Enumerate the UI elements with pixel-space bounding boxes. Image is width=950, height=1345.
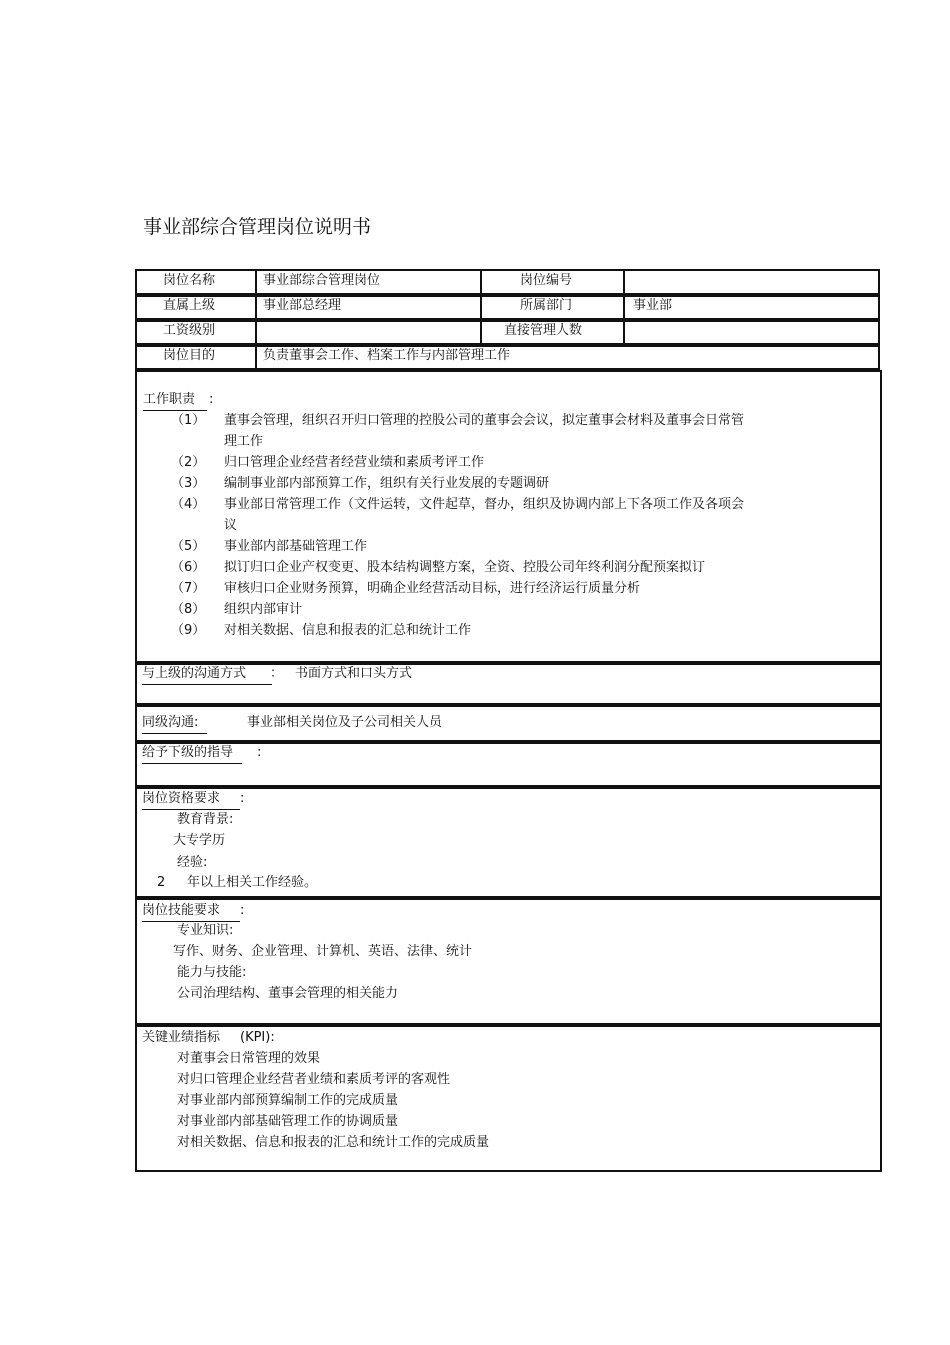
duty-text: 编制事业部内部预算工作，组织有关行业发展的专题调研 bbox=[224, 476, 550, 491]
document-title: 事业部综合管理岗位说明书 bbox=[143, 216, 372, 238]
experience-years: 2 bbox=[157, 875, 166, 890]
value-position-name: 事业部综合管理岗位 bbox=[263, 273, 381, 288]
duty-number: （8） bbox=[171, 602, 206, 617]
skill-colon: : bbox=[240, 903, 245, 918]
label-direct-reports: 直接管理人数 bbox=[504, 323, 583, 338]
duty-text: 组织内部审计 bbox=[224, 602, 303, 617]
qual-colon: : bbox=[240, 791, 245, 806]
kpi-item: 对事业部内部预算编制工作的完成质量 bbox=[177, 1093, 399, 1108]
duty-text: 归口管理企业经营者经营业绩和素质考评工作 bbox=[224, 455, 485, 470]
section-kpi bbox=[135, 1025, 882, 1172]
duty-text: 董事会管理，组织召开归口管理的控股公司的董事会会议，拟定董事会材料及董事会日常管 bbox=[224, 413, 745, 428]
experience-value: 年以上相关工作经验。 bbox=[187, 875, 318, 890]
peer-value: 事业部相关岗位及子公司相关人员 bbox=[247, 715, 443, 730]
upward-label: 与上级的沟通方式 bbox=[142, 666, 247, 681]
value-superior: 事业部总经理 bbox=[263, 298, 342, 313]
kpi-item: 对归口管理企业经营者业绩和素质考评的客观性 bbox=[177, 1072, 451, 1087]
row-purpose bbox=[135, 345, 880, 370]
duty-text-continued: 理工作 bbox=[224, 434, 264, 449]
skill-label: 岗位技能要求 bbox=[142, 903, 221, 918]
section-qualifications bbox=[135, 787, 882, 898]
section-upward-communication bbox=[135, 663, 882, 705]
ability-value: 公司治理结构、董事会管理的相关能力 bbox=[177, 986, 399, 1001]
kpi-suffix: (KPI): bbox=[240, 1030, 275, 1045]
ability-label: 能力与技能: bbox=[177, 965, 247, 980]
label-position-code: 岗位编号 bbox=[520, 273, 573, 288]
education-label: 教育背景: bbox=[177, 812, 234, 827]
duty-number: （9） bbox=[171, 623, 206, 638]
duty-text: 审核归口企业财务预算，明确企业经营活动目标，进行经济运行质量分析 bbox=[224, 581, 641, 596]
duty-number: （7） bbox=[171, 581, 206, 596]
label-department: 所属部门 bbox=[520, 298, 573, 313]
guide-colon: : bbox=[257, 745, 262, 760]
knowledge-label: 专业知识: bbox=[177, 923, 234, 938]
duty-number: （1） bbox=[171, 413, 206, 428]
kpi-item: 对相关数据、信息和报表的汇总和统计工作的完成质量 bbox=[177, 1135, 490, 1150]
section-peer-communication bbox=[135, 705, 882, 742]
duty-number: （4） bbox=[171, 497, 206, 512]
duty-text: 拟订归口企业产权变更、股本结构调整方案，全资、控股公司年终利润分配预案拟订 bbox=[224, 560, 706, 575]
duty-number: （3） bbox=[171, 476, 206, 491]
kpi-item: 对董事会日常管理的效果 bbox=[177, 1051, 321, 1066]
duty-text: 事业部日常管理工作（文件运转，文件起草，督办，组织及协调内部上下各项工作及各项会 bbox=[224, 497, 745, 512]
duty-text: 事业部内部基础管理工作 bbox=[224, 539, 368, 554]
experience-label: 经验: bbox=[177, 855, 208, 870]
label-superior: 直属上级 bbox=[163, 298, 216, 313]
duty-number: （2） bbox=[171, 455, 206, 470]
duty-number: （6） bbox=[171, 560, 206, 575]
qual-label: 岗位资格要求 bbox=[142, 791, 221, 806]
section-skills bbox=[135, 898, 882, 1025]
kpi-label: 关键业绩指标 bbox=[142, 1030, 221, 1045]
upward-colon: ： bbox=[270, 666, 284, 681]
label-salary-level: 工资级别 bbox=[163, 323, 216, 338]
value-department: 事业部 bbox=[633, 298, 673, 313]
duty-number: （5） bbox=[171, 539, 206, 554]
row-salary-level bbox=[135, 320, 880, 345]
row-position-name bbox=[135, 269, 880, 295]
peer-label: 同级沟通: bbox=[142, 715, 199, 730]
section-guidance bbox=[135, 742, 882, 787]
job-description-table bbox=[135, 269, 882, 1172]
value-purpose: 负责董事会工作、档案工作与内部管理工作 bbox=[263, 348, 511, 363]
label-position-name: 岗位名称 bbox=[163, 273, 216, 288]
row-superior bbox=[135, 295, 880, 320]
guide-label: 给予下级的指导 bbox=[142, 745, 234, 760]
duties-label: 工作职责 bbox=[143, 392, 196, 407]
education-value: 大专学历 bbox=[173, 833, 226, 848]
section-duties bbox=[135, 370, 882, 663]
duty-text: 对相关数据、信息和报表的汇总和统计工作 bbox=[224, 623, 472, 638]
label-purpose: 岗位目的 bbox=[163, 348, 216, 363]
duty-text-continued: 议 bbox=[224, 518, 238, 533]
kpi-item: 对事业部内部基础管理工作的协调质量 bbox=[177, 1114, 399, 1129]
knowledge-value: 写作、财务、企业管理、计算机、英语、法律、统计 bbox=[173, 944, 473, 959]
upward-value: 书面方式和口头方式 bbox=[295, 666, 413, 681]
duties-colon: : bbox=[209, 392, 214, 407]
